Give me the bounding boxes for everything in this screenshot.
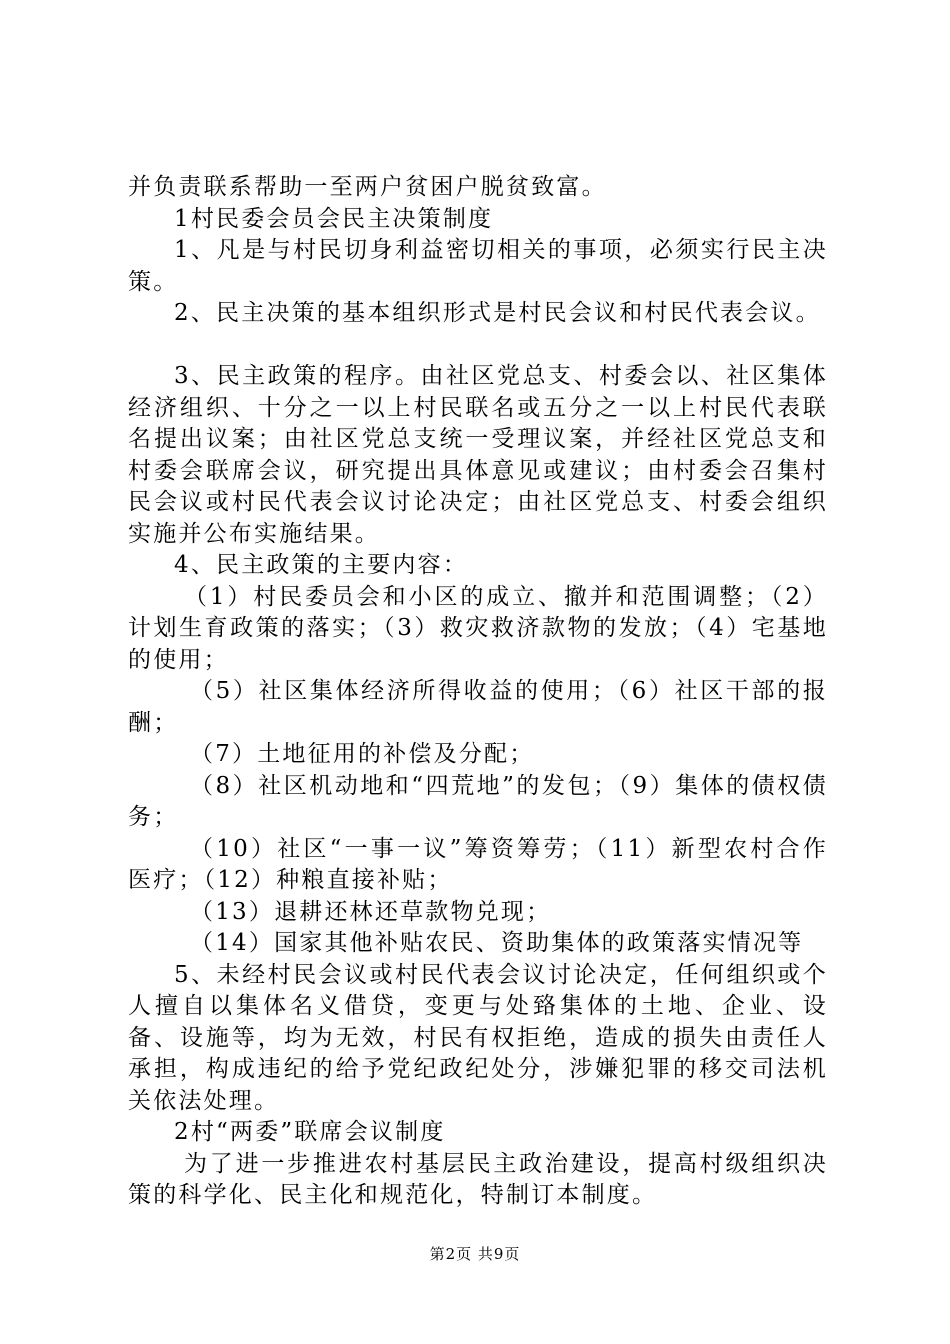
- list-item-1-4: （1）村民委员会和小区的成立、撤并和范围调整；（2）计划生育政策的落实；（3）救灾救济款物的发放；（4）宅基地的使用；: [128, 583, 828, 673]
- list-item-13: （13）退耕还林还草款物兑现；: [190, 898, 552, 925]
- list-item-7: （7）土地征用的补偿及分配；: [190, 741, 535, 767]
- section-heading-2: 2村“两委”联席会议制度: [174, 1119, 446, 1145]
- list-item-5-6: （5）社区集体经济所得收益的使用；（6）社区干部的报酬；: [128, 678, 828, 736]
- document-body: [128, 172, 828, 1212]
- page-number-footer: 第2页 共9页: [429, 1245, 521, 1263]
- paragraph-intro: 为了进一步推进农村基层民主政治建设，提高村级组织决策的科学化、民主化和规范化，特制订本制度。: [128, 1150, 828, 1208]
- paragraph-continuation: 并负责联系帮助一至两户贫困户脱贫致富。: [128, 174, 607, 200]
- paragraph-item-2: 2、民主决策的基本组织形式是村民会议和村民代表会议。: [174, 300, 821, 326]
- section-heading-1: 1村民委会员会民主决策制度: [174, 205, 494, 232]
- list-item-8-9: （8）社区机动地和“四荒地”的发包；（9）集体的债权债务；: [128, 772, 828, 830]
- list-item-14: （14）国家其他补贴农民、资助集体的政策落实情况等: [190, 930, 804, 956]
- list-item-10-12: （10）社区“一事一议”筹资筹劳；（11）新型农村合作医疗；（12）种粮直接补贴；: [128, 835, 828, 893]
- paragraph-item-5: 5、未经村民会议或村民代表会议讨论决定，任何组织或个人擅自以集体名义借贷，变更与处臵集体的土地、企业、设备、设施等，均为无效，村民有权拒绝，造成的损失由责任人承担，构成违纪的给予党纪政纪处分，涉嫌犯罪的移交司法机关依法处理。: [128, 961, 828, 1114]
- paragraph-item-1: 1、凡是与村民切身利益密切相关的事项，必须实行民主决策。: [128, 237, 828, 295]
- paragraph-item-3: 3、民主政策的程序。由社区党总支、村委会以、社区集体经济组织、十分之一以上村民联名或五分之一以上村民代表联名提出议案；由社区党总支统一受理议案，并经社区党总支和村委会联席会议，研究提出具体意见或建议；由村委会召集村民会议或村民代表会议讨论决定；由社区党总支、村委会组织实施并公布实施结果。: [128, 363, 828, 547]
- paragraph-item-4: 4、民主政策的主要内容：: [174, 552, 469, 578]
